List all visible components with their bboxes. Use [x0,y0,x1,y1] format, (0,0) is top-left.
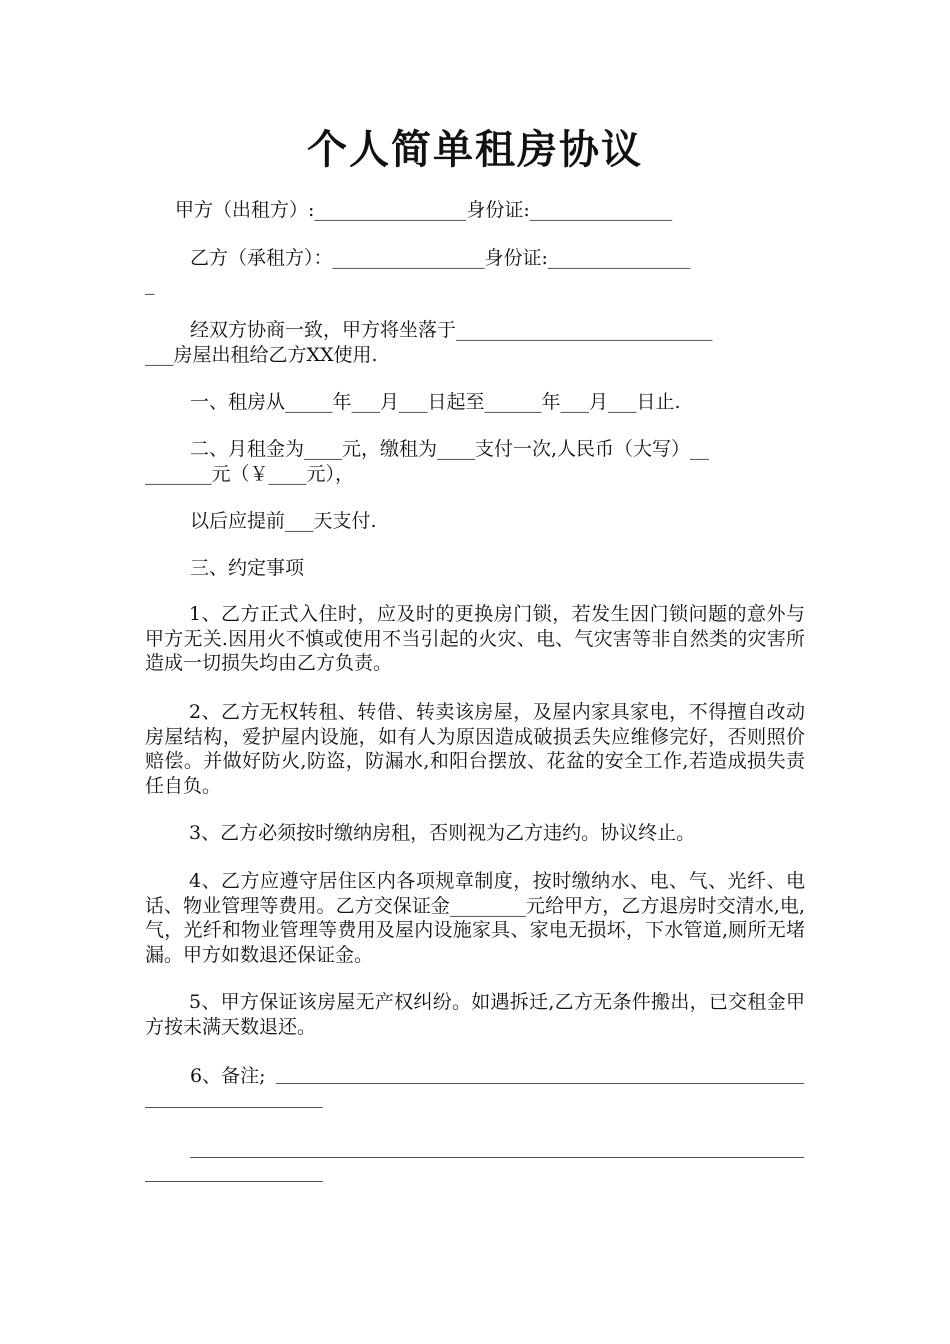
rent-clause-continued: _______元（￥____元）， [145,463,355,485]
remarks-blank-line [276,1083,804,1084]
remarks-label: 6、备注; [190,1065,266,1087]
party-a-line: 甲方（出租方）:________________身份证:_______________ [175,199,673,221]
intro-line-continued: ___房屋出租给乙方XX使用. [145,344,378,366]
clause-3: 3、乙方必须按时缴纳房租，否则视为乙方违约。协议终止。 [189,822,696,844]
document-title: 个人简单租房协议 [307,126,643,173]
clause-1: 1、乙方正式入住时，应及时的更换房门锁，若发生因门锁问题的意外与甲方无关.因用火不慎或使用不当引起的火灾、电、气灾害等非自然类的灾害所造成一切损失均由乙方负责。 [145,603,805,674]
remarks-blank-line [145,1181,323,1182]
lease-term-clause: 一、租房从_____年___月___日起至______年___月___日止. [190,391,681,413]
rent-clause: 二、月租金为____元，缴租为____支付一次,人民币（大写）__ [190,438,710,460]
clause-2: 2、乙方无权转租、转借、转卖该房屋，及屋内家具家电，不得擅自改动房屋结构，爱护屋内设施，如有人为原因造成破损丢失应维修完好，否则照价赔偿。并做好防火,防盗，防漏水,和阳台摆放、花盆的安全工作,若造成损失责任自负。 [145,701,805,797]
remarks-blank-line [145,1107,323,1108]
party-b-line-continued: _ [145,273,155,295]
party-b-line: 乙方（承租方）：________________身份证:_______________ [190,247,691,269]
advance-payment-clause: 以后应提前___天支付. [190,510,377,532]
remarks-blank-line [190,1157,804,1158]
clause-5: 5、甲方保证该房屋无产权纠纷。如遇拆迁,乙方无条件搬出，已交租金甲方按未满天数退还。 [145,991,805,1038]
section-3-heading: 三、约定事项 [190,557,305,579]
clause-4: 4、乙方应遵守居住区内各项规章制度，按时缴纳水、电、气、光纤、电话、物业管理等费用。乙方交保证金________元给甲方，乙方退房时交清水,电,气，光纤和物业管理等费用及屋内设施家具、家电无损坏，下水管道,厕所无堵漏。甲方如数退还保证金。 [145,870,805,966]
intro-line: 经双方协商一致，甲方将坐落于___________________________ [190,319,713,341]
